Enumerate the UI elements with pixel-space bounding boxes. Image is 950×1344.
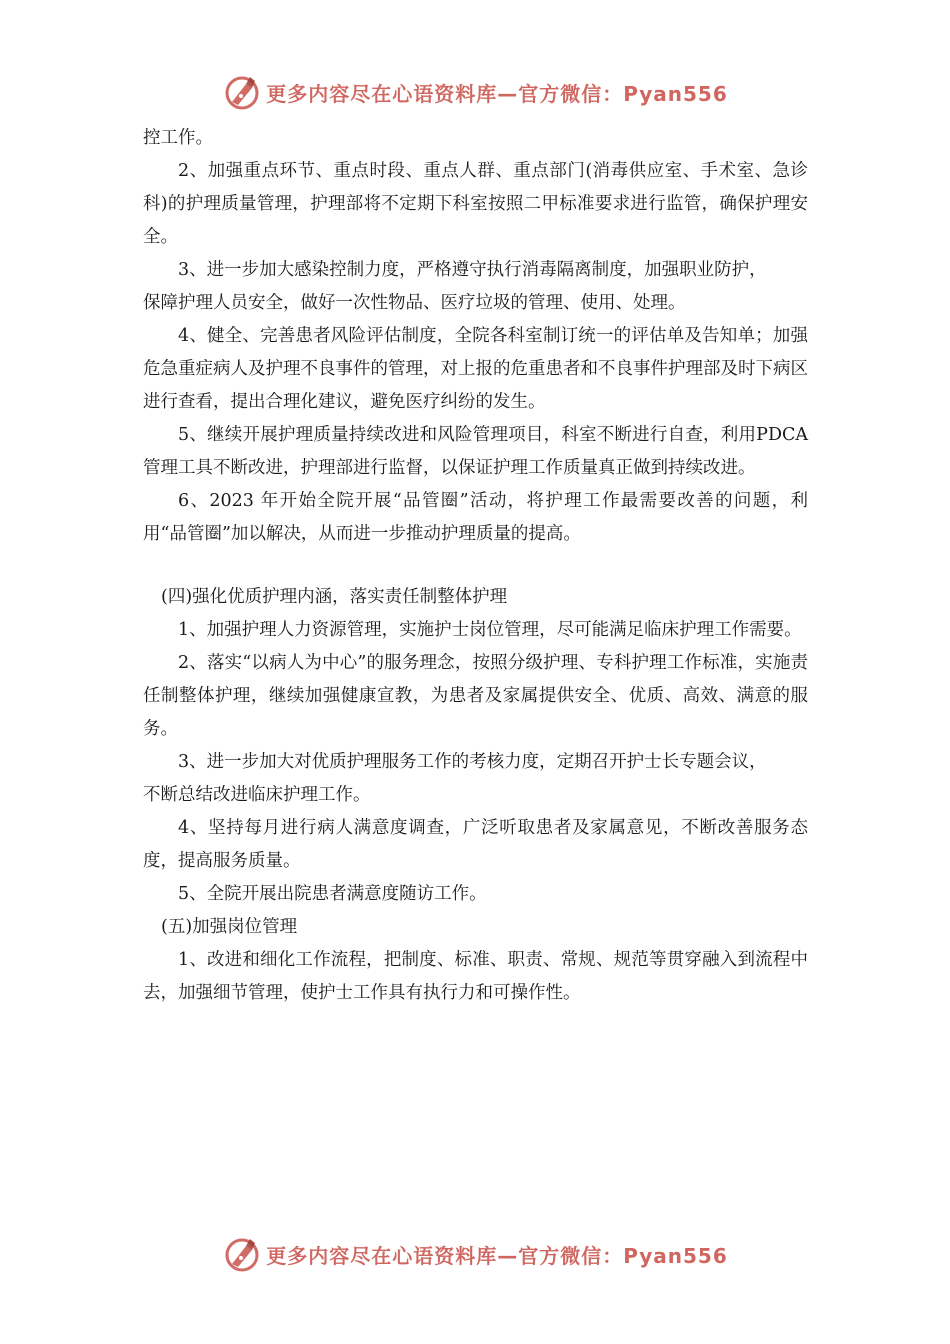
paragraph: 5、继续开展护理质量持续改进和风险管理项目，科室不断进行自查，利用PDCA 管理工具不断改进，护理部进行监督，以保证护理工作质量真正做到持续改进。 <box>143 425 808 478</box>
header-banner-text: 更多内容尽在心语资料库—官方微信：Pyan556 <box>266 81 728 106</box>
paragraph: 3、进一步加大对优质护理服务工作的考核力度，定期召开护士长专题会议， <box>178 752 767 772</box>
paragraph: 3、进一步加大感染控制力度，严格遵守执行消毒隔离制度，加强职业防护， <box>178 260 767 280</box>
footer-banner <box>0 1232 950 1276</box>
header-banner <box>0 70 950 114</box>
section-heading: (四)强化优质护理内涵，落实责任制整体护理 <box>161 587 508 607</box>
paragraph: 4、坚持每月进行病人满意度调查，广泛听取患者及家属意见，不断改善服务态度，提高服务质量。 <box>143 818 808 871</box>
paragraph: 1、改进和细化工作流程，把制度、标准、职责、常规、规范等贯穿融入到流程中去，加强细节管理，使护士工作具有执行力和可操作性。 <box>143 950 808 1003</box>
paragraph: 保障护理人员安全，做好一次性物品、医疗垃圾的管理、使用、处理。 <box>143 293 686 313</box>
document-body <box>143 122 808 1010</box>
pen-nib-icon <box>222 72 262 112</box>
paragraph: 6、2023 年开始全院开展“品管圈”活动，将护理工作最需要改善的问题，利用“品管圈”加以解决，从而进一步推动护理质量的提高。 <box>143 491 808 544</box>
pen-nib-icon <box>222 1234 262 1274</box>
paragraph: 2、加强重点环节、重点时段、重点人群、重点部门(消毒供应室、手术室、急诊科)的护理质量管理，护理部将不定期下科室按照二甲标准要求进行监管，确保护理安全。 <box>143 161 808 247</box>
paragraph: 5、全院开展出院患者满意度随访工作。 <box>178 884 487 904</box>
paragraph: 1、加强护理人力资源管理，实施护士岗位管理，尽可能满足临床护理工作需要。 <box>178 620 802 640</box>
paragraph: 不断总结改进临床护理工作。 <box>143 785 371 805</box>
section-heading: (五)加强岗位管理 <box>161 917 298 937</box>
paragraph: 控工作。 <box>143 128 213 148</box>
paragraph: 4、健全、完善患者风险评估制度，全院各科室制订统一的评估单及告知单；加强危急重症病人及护理不良事件的管理，对上报的危重患者和不良事件护理部及时下病区进行查看，提出合理化建议，避免医疗纠纷的发生。 <box>143 326 808 412</box>
footer-banner-text: 更多内容尽在心语资料库—官方微信：Pyan556 <box>266 1243 728 1268</box>
paragraph: 2、落实“以病人为中心”的服务理念，按照分级护理、专科护理工作标准，实施责任制整体护理，继续加强健康宣教，为患者及家属提供安全、优质、高效、满意的服务。 <box>143 653 808 739</box>
